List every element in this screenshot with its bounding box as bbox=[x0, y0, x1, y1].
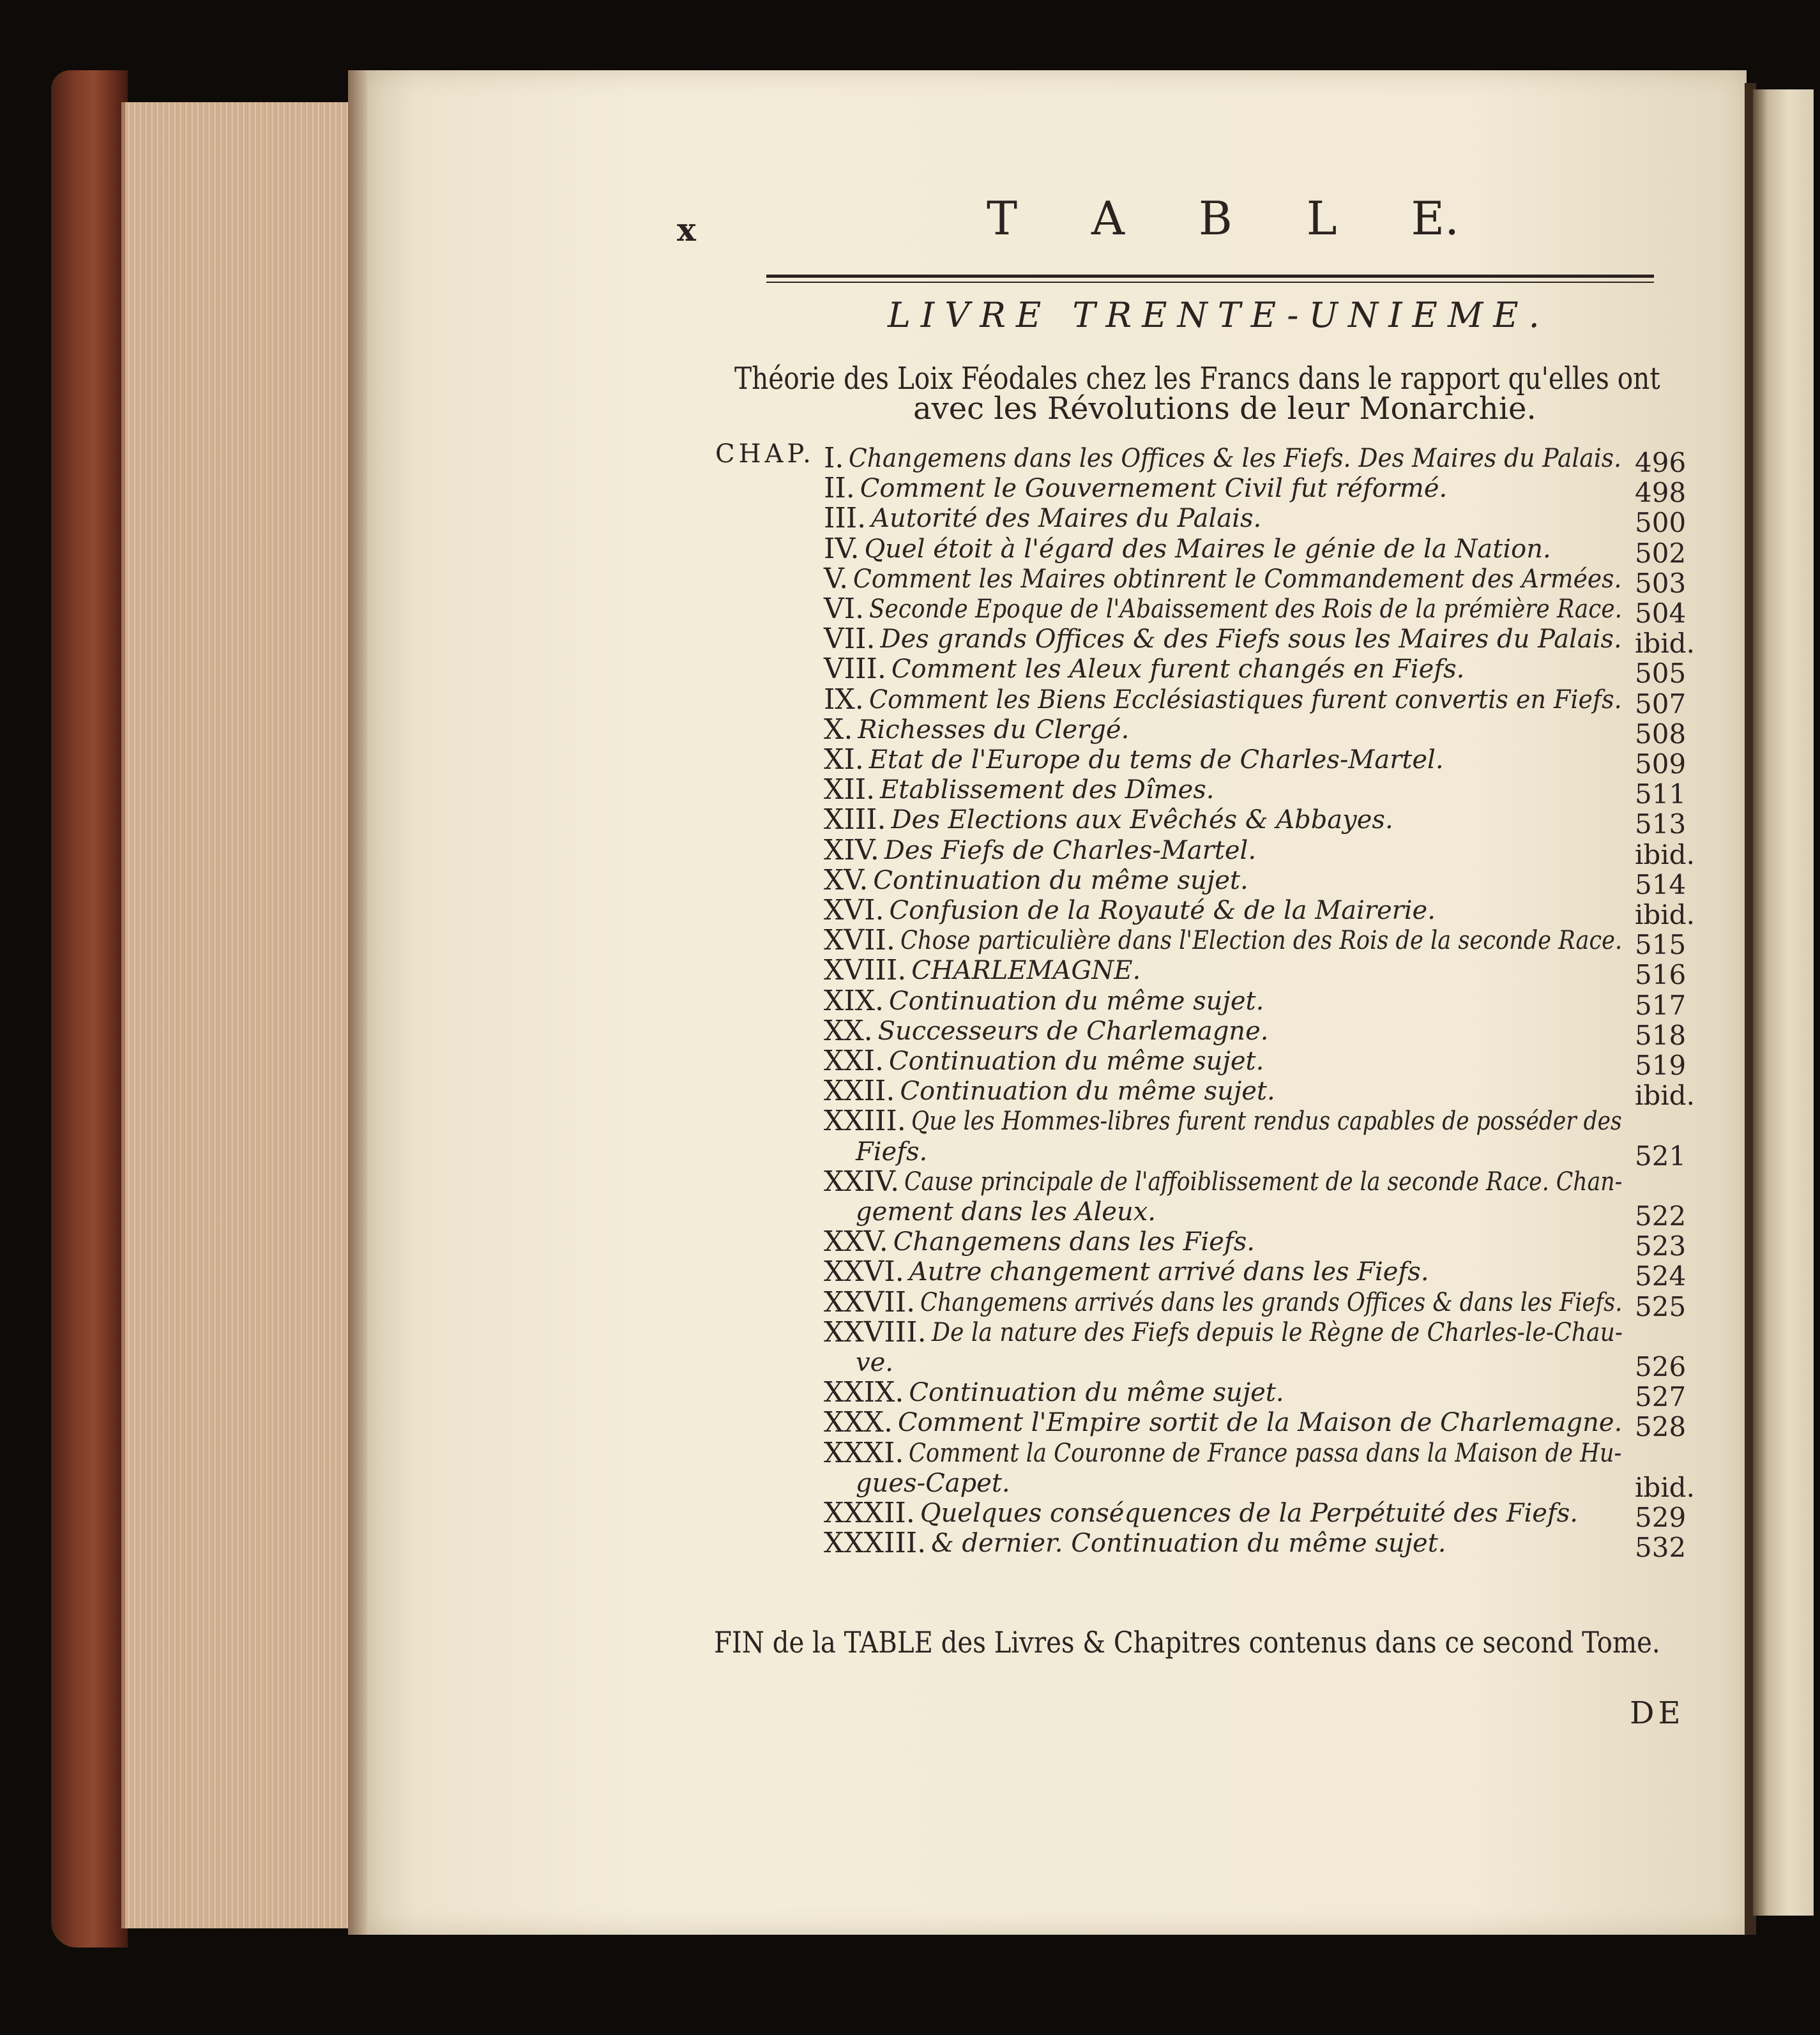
chapter-number: VII. bbox=[824, 623, 876, 656]
chapter-title: Continuation du même sujet. bbox=[889, 986, 1264, 1016]
page-reference: 523 bbox=[1635, 1230, 1687, 1262]
chapter-title: Comment les Biens Ecclésiastiques furent convertis en Fiefs. bbox=[868, 685, 1622, 715]
fin-line: FIN de la TABLE des Livres & Chapitres contenus dans ce second Tome. bbox=[714, 1625, 1660, 1660]
chapter-number: XVII. bbox=[824, 924, 895, 957]
title-letter: L bbox=[1306, 192, 1337, 245]
gutter bbox=[348, 70, 367, 1935]
page-reference: ibid. bbox=[1635, 838, 1695, 870]
page-reference: 505 bbox=[1635, 658, 1687, 690]
chapter-number: X. bbox=[824, 713, 853, 746]
chapter-number: V. bbox=[824, 562, 849, 595]
chapter-number: XIII. bbox=[824, 803, 886, 836]
chapter-number: IV. bbox=[824, 532, 860, 565]
chapter-title: Des Fiefs de Charles-Martel. bbox=[884, 835, 1257, 865]
chapter-title: Cause principale de l'affoiblissement de la seconde Race. Chan- bbox=[904, 1167, 1623, 1197]
page-reference: 527 bbox=[1635, 1381, 1687, 1413]
page-reference: 515 bbox=[1635, 929, 1687, 961]
page-reference: 500 bbox=[1635, 507, 1687, 539]
chapter-number: IX. bbox=[824, 683, 864, 716]
running-title bbox=[987, 192, 1459, 245]
chapter-title: De la nature des Fiefs depuis le Règne de Charles-le-Chau- bbox=[931, 1317, 1623, 1347]
leather-binding bbox=[51, 70, 128, 1948]
chapter-number: XXXIII. bbox=[824, 1527, 927, 1560]
page-reference: 513 bbox=[1635, 808, 1687, 840]
chapter-number: III. bbox=[824, 502, 867, 535]
page-reference: 518 bbox=[1635, 1019, 1687, 1051]
chapter-title: Quelques conséquences de la Perpétuité des Fiefs. bbox=[920, 1499, 1579, 1528]
page-reference: 504 bbox=[1635, 598, 1687, 629]
chapter-number: XXII. bbox=[824, 1075, 895, 1108]
chapter-number: XI. bbox=[824, 743, 864, 776]
chapter-title: Comment l'Empire sortit de la Maison de Charlemagne. bbox=[897, 1408, 1623, 1438]
chapter-number: XXI. bbox=[824, 1045, 884, 1077]
page-reference: 502 bbox=[1635, 537, 1687, 569]
page-reference: 519 bbox=[1635, 1050, 1687, 1081]
page-reference: 526 bbox=[1635, 1351, 1687, 1382]
page-reference: 521 bbox=[1635, 1140, 1687, 1172]
chapter-title: Quel étoit à l'égard des Maires le génie de la Nation. bbox=[864, 534, 1551, 564]
chapter-title-continued: gement dans les Aleux. bbox=[856, 1197, 1156, 1227]
chapter-title-continued: Fiefs. bbox=[856, 1137, 928, 1167]
header-rule bbox=[766, 275, 1654, 278]
page-reference: 517 bbox=[1635, 989, 1687, 1021]
chapter-number: XVIII. bbox=[824, 954, 907, 987]
catchword: DE bbox=[1630, 1695, 1685, 1731]
page-reference: 514 bbox=[1635, 868, 1687, 900]
page-reference: 524 bbox=[1635, 1260, 1687, 1292]
chapter-title: Comment les Maires obtinrent le Commandement des Armées. bbox=[853, 564, 1622, 594]
right-page-sliver bbox=[1753, 89, 1814, 1916]
chapter-number: XXIV. bbox=[824, 1165, 900, 1198]
chapter-title-continued: ve. bbox=[856, 1348, 893, 1377]
chapter-title-continued: gues-Capet. bbox=[856, 1468, 1010, 1498]
chapter-number: VI. bbox=[824, 593, 865, 625]
page-reference: 511 bbox=[1635, 778, 1687, 810]
chapter-title: Continuation du même sujet. bbox=[909, 1378, 1284, 1408]
page-reference: ibid. bbox=[1635, 1080, 1695, 1112]
chapter-title: Que les Hommes-libres furent rendus capables de posséder des bbox=[911, 1107, 1622, 1137]
chapter-title: CHARLEMAGNE. bbox=[911, 956, 1141, 986]
title-letter: A bbox=[1091, 192, 1125, 245]
chapter-number: XIX. bbox=[824, 984, 884, 1017]
chapter-number: XV. bbox=[824, 863, 868, 896]
chapter-title: Richesses du Clergé. bbox=[858, 715, 1130, 745]
chapter-number: VIII. bbox=[824, 653, 886, 686]
chapter-title: Comment la Couronne de France passa dans la Maison de Hu- bbox=[909, 1438, 1622, 1468]
chapter-label: CHAP. bbox=[715, 439, 815, 469]
chapter-title: Etablissement des Dîmes. bbox=[880, 775, 1215, 805]
page-reference: 532 bbox=[1635, 1532, 1687, 1564]
chapter-title: Chose particulière dans l'Election des Rois de la seconde Race. bbox=[900, 926, 1622, 956]
chapter-number: XXX. bbox=[824, 1406, 893, 1439]
chapter-title: Continuation du même sujet. bbox=[900, 1077, 1275, 1107]
chapter-title: Changemens dans les Offices & les Fiefs. Des Maires du Palais. bbox=[849, 444, 1622, 473]
chapter-title: Continuation du même sujet. bbox=[889, 1047, 1264, 1076]
chapter-title: Changemens dans les Fiefs. bbox=[893, 1227, 1255, 1257]
chapter-title: Etat de l'Europe du tems de Charles-Martel. bbox=[868, 745, 1444, 775]
chapter-number: XXVI. bbox=[824, 1255, 904, 1289]
chapter-title: Des grands Offices & des Fiefs sous les Maires du Palais. bbox=[880, 624, 1622, 654]
chapter-number: XXIX. bbox=[824, 1376, 904, 1409]
chapter-title: Changemens arrivés dans les grands Offices & dans les Fiefs. bbox=[920, 1287, 1623, 1317]
chapter-number: II. bbox=[824, 472, 855, 505]
page-edges bbox=[121, 102, 361, 1928]
chapter-title: Autorité des Maires du Palais. bbox=[871, 504, 1262, 534]
chapter-title: Comment le Gouvernement Civil fut réformé. bbox=[860, 474, 1448, 504]
chapter-number: XXXI. bbox=[824, 1436, 904, 1469]
chapter-title: Des Elections aux Evêchés & Abbayes. bbox=[891, 805, 1393, 835]
page-reference: 498 bbox=[1635, 477, 1687, 509]
chapter-title: Seconde Epoque de l'Abaissement des Rois de la prémière Race. bbox=[869, 594, 1623, 624]
theory-line-1: Théorie des Loix Féodales chez les Francs dans le rapport qu'elles ont bbox=[734, 361, 1660, 397]
page-reference: 528 bbox=[1635, 1411, 1687, 1443]
chapter-number: XXV. bbox=[824, 1225, 888, 1259]
title-letter: T bbox=[987, 192, 1018, 245]
chapter-title: Comment les Aleux furent changés en Fiefs. bbox=[891, 654, 1465, 685]
page-number: x bbox=[677, 211, 696, 248]
chapter-number: XIV. bbox=[824, 833, 879, 866]
page-reference: 496 bbox=[1635, 447, 1687, 478]
page-reference: ibid. bbox=[1635, 1471, 1695, 1503]
chapter-title: Autre changement arrivé dans les Fiefs. bbox=[909, 1257, 1429, 1287]
chapter-title: & dernier. Continuation du même sujet. bbox=[931, 1529, 1446, 1559]
title-letter: E. bbox=[1411, 192, 1459, 245]
title-letter: B bbox=[1198, 192, 1232, 245]
chapter-number: XII. bbox=[824, 773, 876, 806]
page-reference: 516 bbox=[1635, 959, 1687, 991]
page-reference: ibid. bbox=[1635, 628, 1695, 660]
chapter-number: XXVII. bbox=[824, 1285, 916, 1319]
chapter-number: XXIII. bbox=[824, 1105, 906, 1138]
book-heading: LIVRE TRENTE-UNIEME. bbox=[888, 295, 1550, 335]
chapter-title: Confusion de la Royauté & de la Mairerie. bbox=[889, 896, 1436, 925]
page-reference: 529 bbox=[1635, 1502, 1687, 1533]
page-reference: 507 bbox=[1635, 688, 1687, 720]
page-reference: 522 bbox=[1635, 1200, 1687, 1232]
page-reference: 525 bbox=[1635, 1290, 1687, 1322]
page-reference: 508 bbox=[1635, 718, 1687, 750]
chapter-number: XXVIII. bbox=[824, 1315, 927, 1349]
page-reference: 509 bbox=[1635, 748, 1687, 780]
chapter-number: XVI. bbox=[824, 894, 884, 927]
page-reference: 503 bbox=[1635, 567, 1687, 599]
chapter-number: XX. bbox=[824, 1014, 873, 1047]
theory-line-2: avec les Révolutions de leur Monarchie. bbox=[913, 391, 1536, 427]
page-reference: ibid. bbox=[1635, 899, 1695, 930]
chapter-title: Continuation du même sujet. bbox=[873, 865, 1248, 895]
chapter-number: I. bbox=[824, 442, 844, 474]
chapter-title: Successeurs de Charlemagne. bbox=[877, 1016, 1269, 1046]
chapter-number: XXXII. bbox=[824, 1497, 915, 1529]
